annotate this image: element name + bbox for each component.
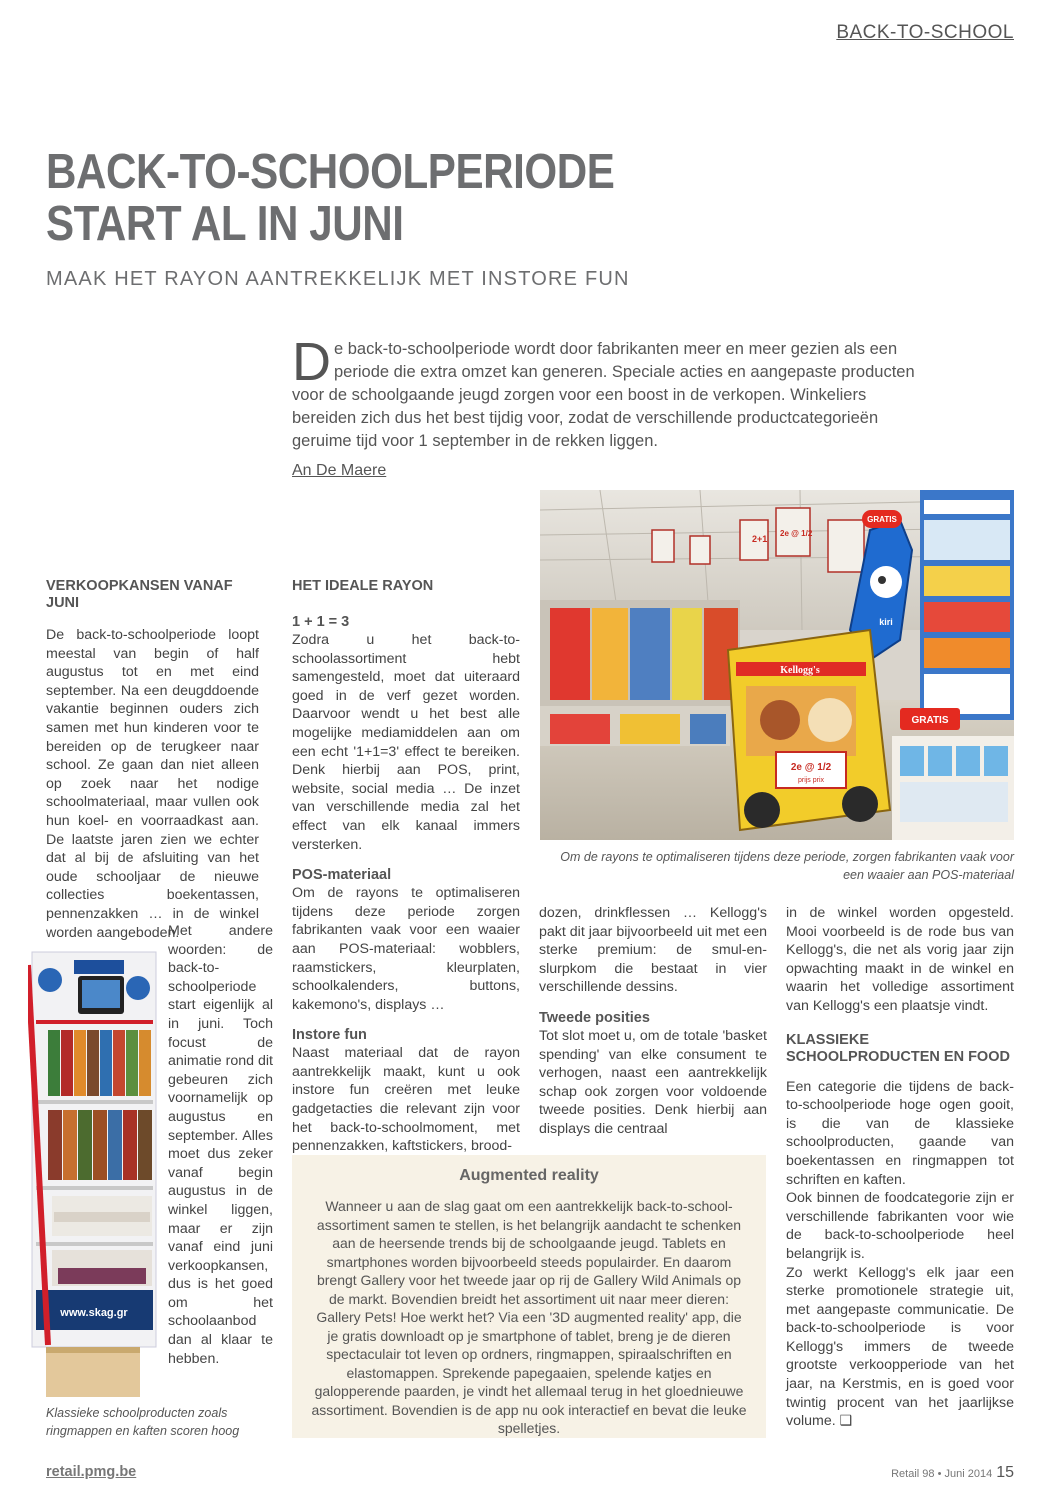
- col1-paragraph-2: Met andere woorden: de back-to-schoolperiode start eigenlijk al in juni. Toch focust de animatie rond dit gebeuren zich voornamelijk op augustus en september. Alles moet dus zeker vanaf begin augustus in de winkel liggen, maar er zijn vanaf eind juni verkoopkansen, dus is het goed om het schoolaanbod dan al klaar te hebben.: [168, 923, 273, 1367]
- sign-half: 2e @ 1/2: [790, 762, 832, 773]
- box-title: Augmented reality: [459, 1167, 599, 1184]
- drop-cap: D: [292, 332, 331, 392]
- col4-paragraph-3: Ook binnen de foodcategorie zijn er verschillende fabrikanten voor wie de back-to-schoolperiode heel belangrijk is.: [786, 1190, 1014, 1262]
- col4-paragraph-4: Zo werkt Kellogg's elk jaar een sterke promotionele strategie uit, met aangepaste communicatie. De back-to-schoolperiode is voor Kellogg's immers de tweede grootste verkoopperiode van het jaar, na Kerstmis, en is goed voor twintig procent van het jaarlijkse volume. ❑: [786, 1264, 1014, 1430]
- intro-text: e back-to-schoolperiode wordt door fabrikanten meer en meer gezien als een periode die extra omzet kan generen. Speciale acties en aangepaste producten voor de schoolgaande jeugd zorgen voor een boost in de verkopen. Winkeliers bereiden zich dus het best tijdig voor, zodat de verschillende productcategorieën geruime tijd voor 1 september in de rekken liggen.: [292, 340, 915, 450]
- col1-paragraph-1: De back-to-schoolperiode loopt meestal van begin of half augustus tot en met eind september. Na een deugddoende vakantie beginnen ouders zich samen met hun kinderen voor te bereiden op de terugkeer naar school. Ze gaan dan niet alleen op zoek naar het nodige schoolmateriaal, maar vullen ook hun koel- en voorraadkast aan. De laatste jaren zien we echter dat al bij de afsluiting van het oude schooljaar de nieuwe collecties boekentassen, pennenzakken … in de winkel worden aangeboden.: [46, 627, 259, 941]
- column-2: [292, 578, 520, 1156]
- column-3: [539, 904, 767, 1139]
- display-brand-text: www.skag.gr: [60, 1307, 128, 1319]
- footer-site-link[interactable]: retail.pmg.be: [46, 1464, 137, 1480]
- footer-issue: [891, 1464, 1014, 1482]
- col3-paragraph-2: Tot slot moet u, om de totale 'basket spending' van elke consument te verhogen, naast een aantrekkelijk schap ook zorgen voor voldoende tweede posities. Denk hierbij aan displays die centraal: [539, 1027, 767, 1137]
- sign-deal: 2+1: [752, 534, 768, 544]
- issue-label: Retail 98 • Juni 2014: [891, 1468, 993, 1480]
- augmented-reality-box: [292, 1155, 766, 1438]
- column-4: [786, 904, 1014, 1431]
- page-number: 15: [996, 1464, 1014, 1481]
- col1-wrapped-text: [168, 922, 273, 1368]
- col4-paragraph-1: in de winkel worden opgesteld. Mooi voorbeeld is de rode bus van Kellogg's, die net als vorig jaar zijn opwachting maakt in de winkel en waarin het volledige assortiment van Kellogg's een plaatsje vindt.: [786, 905, 1014, 1014]
- column-1: [46, 578, 259, 942]
- sign-half-top: 2e @ 1/2: [780, 529, 813, 538]
- col3-paragraph-1: dozen, drinkflessen … Kellogg's pakt dit jaar bijvoorbeeld uit met een sterke premium: de smul-en-slurpkom die bestaat in vier verschillende dessins.: [539, 905, 767, 996]
- col2-paragraph-2: Om de rayons te optimaliseren tijdens deze periode zorgen fabrikanten vaak voor een waaier aan POS-materiaal: wobblers, raamstickers, kleurplaten, schoolkalenders, buttons, kakemono's, displays …: [292, 885, 520, 1013]
- title-line-2: START AL IN JUNI: [46, 197, 404, 251]
- col2-subheading-3: Instore fun: [292, 1027, 367, 1044]
- sign-gratis-bottom: GRATIS: [911, 715, 949, 726]
- subtitle: MAAK HET RAYON AANTREKKELIJK MET INSTORE FUN: [46, 268, 630, 290]
- col4-paragraph-2: Een categorie die tijdens de back-to-schoolperiode hoge ogen gooit, is die van de klassieke schoolproducten, gaande van boekentassen en ringmappen tot schriften en kaften.: [786, 1078, 1014, 1188]
- store-aisle-photo: [540, 490, 1014, 840]
- school-display-photo: [28, 950, 161, 1400]
- col2-paragraph-3: Naast materiaal dat de rayon aantrekkelijk maakt, kunt u ook instore fun creëren met leuke gadgetacties die relevant zijn voor het back-to-schoolmoment, met pennenzakken, kaftstickers, brood-: [292, 1045, 520, 1155]
- col3-subheading-1: Tweede posities: [539, 1009, 650, 1026]
- intro-paragraph: [292, 332, 922, 453]
- title-line-1: BACK-TO-SCHOOLPERIODE: [46, 145, 615, 199]
- sign-prijs: prijs prix: [797, 777, 825, 784]
- page-title: [46, 146, 700, 250]
- sign-kelloggs: Kellogg's: [780, 665, 820, 676]
- end-mark: ❑: [839, 1413, 853, 1430]
- display-photo-caption: Klassieke schoolproducten zoals ringmappen en kaften scoren hoog: [46, 1406, 240, 1438]
- sign-kiri: kiri: [879, 617, 893, 627]
- author-byline: An De Maere: [292, 462, 387, 479]
- col2-subheading-1: 1 + 1 = 3: [292, 614, 350, 630]
- col2-subheading-2: POS-materiaal: [292, 867, 392, 884]
- col4-heading: KLASSIEKE SCHOOLPRODUCTEN EN FOOD: [786, 1031, 1010, 1065]
- section-tag: BACK-TO-SCHOOL: [836, 22, 1014, 43]
- col2-paragraph-1: Zodra u het back-to-schoolassortiment hebt samengesteld, moet dat uiteraard goed in de verf gezet worden. Daarvoor wendt u het best alle mogelijke mediamiddelen aan om een echt '1+1=3' effect te bereiken. Denk hierbij aan POS, print, website, social media … De inzet van verschillende media zal het effect van elk kanaal immers versterken.: [292, 632, 520, 853]
- sign-gratis-top: GRATIS: [867, 515, 897, 524]
- box-text: Wanneer u aan de slag gaat om een aantrekkelijk back-to-school-assortiment samen te stellen, is het belangrijk aandacht te schenken aan de heersende trends bij de schoolgaande jeugd. Tablets en smartphones worden bijvoorbeeld steeds populairder. En daarom brengt Gallery voor het tweede jaar op rij de Gallery Wild Animals op de markt. Bovendien breidt het assortiment uit naar meer dieren: Gallery Pets! Hoe werkt het? Via een '3D augmented reality' app, die je gratis downloadt op je smartphone of tablet, breng je de dieren spectaculair tot leven op ordners, ringmappen, spiraalschriften en elastomappen. Sprekende papegaaien, spelende katjes en galopperende paarden, je vindt het allemaal terug in het gloednieuwe assortiment. Bovendien is de app nu ook interactief en bevat die leuke spelletjes.: [311, 1198, 747, 1436]
- col2-heading: HET IDEALE RAYON: [292, 578, 434, 594]
- store-photo-caption: Om de rayons te optimaliseren tijdens deze periode, zorgen fabrikanten vaak voor een waaier aan POS-materiaal: [560, 850, 1014, 882]
- col1-heading: VERKOOPKANSEN VANAF JUNI: [46, 578, 233, 611]
